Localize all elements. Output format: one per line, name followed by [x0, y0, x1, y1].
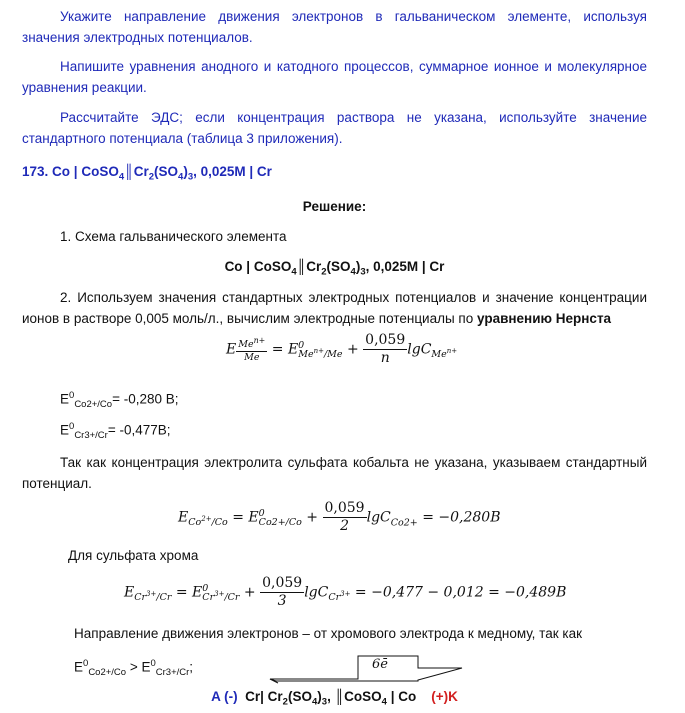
chromium-equation: $E_{Cr^{3+}/Cr} = E^0_{Cr^{3+}/Cr}$ + $\frac{0,059}{3}$ lgC$_{Cr^{3+}}$ = −0,477 − 0,012 = −0,489B — [124, 575, 567, 609]
task-paragraph-1: Укажите направление движения электронов в гальваническом элементе, используя значения электродных потенциалов. — [22, 9, 647, 45]
electron-flow-arrow-icon — [268, 652, 464, 684]
electron-count-label: 6ē — [372, 657, 388, 672]
task-paragraph-3: Рассчитайте ЭДС; если концентрация раствора не указана, используйте значение стандартного потенциала (таблица 3 приложения). — [22, 110, 647, 146]
step2-text: 2. Используем значения стандартных электродных потенциалов и значение концентрации ионов в растворе 0,005 моль/л., вычислим электродные потенциалы по уравнению Нернста — [22, 290, 647, 326]
direction-text: Направление движения электронов – от хромового электрода к медному, так как — [74, 626, 582, 641]
solution-heading: Решение: — [302, 199, 367, 214]
final-scheme: A (-) Cr| $Cr_2(SO_4)_3$, ║CoSO$_4$ | Co (+)K — [211, 689, 458, 708]
task-paragraph-2: Напишите уравнения анодного и катодного процессов, суммарное ионное и молекулярное уравнения реакции. — [22, 59, 647, 95]
concentration-paragraph: Так как концентрация электролита сульфата кобальта не указана, указываем стандартный потенциал. — [22, 455, 647, 491]
step1-text: 1. Схема гальванического элемента — [60, 229, 287, 244]
scheme-line: Co | $CoSO_4║Cr_2(SO_4)_3$, 0,025M | Cr — [224, 259, 445, 278]
cobalt-equation: $E_{Co^{2+}/Co} = E^0_{Co2+/Co}$ + $\frac{0,059}{2}$ lgC$_{Co2+}$ = −0,280B — [178, 500, 501, 534]
problem-statement: 173. Co | $CoSO_4║Cr_2(SO_4)_3$, 0,025M | Cr — [22, 164, 272, 183]
anode-label: A (-) — [211, 689, 238, 704]
e0-cobalt: $E^0_{Co2+/Co}= -0,280$ В; — [60, 390, 179, 411]
cathode-label: (+)K — [431, 689, 458, 704]
nernst-equation: E $\frac{Me^{n+}}{Me}$ = $E^0_{Me^{n+}/Me}$ + $\frac{0,059}{n}$ lgC$_{Me^{n+}}$ — [226, 332, 458, 366]
potential-comparison: $E^0_{Co2+/Co} > E^0_{Cr3+/Cr}$; — [74, 658, 194, 679]
e0-chromium: $E^0_{Cr3+/Cr}= -0,477В$; — [60, 421, 171, 442]
chromium-heading: Для сульфата хрома — [68, 548, 199, 563]
nernst-link-text: уравнению Нернста — [477, 311, 612, 326]
